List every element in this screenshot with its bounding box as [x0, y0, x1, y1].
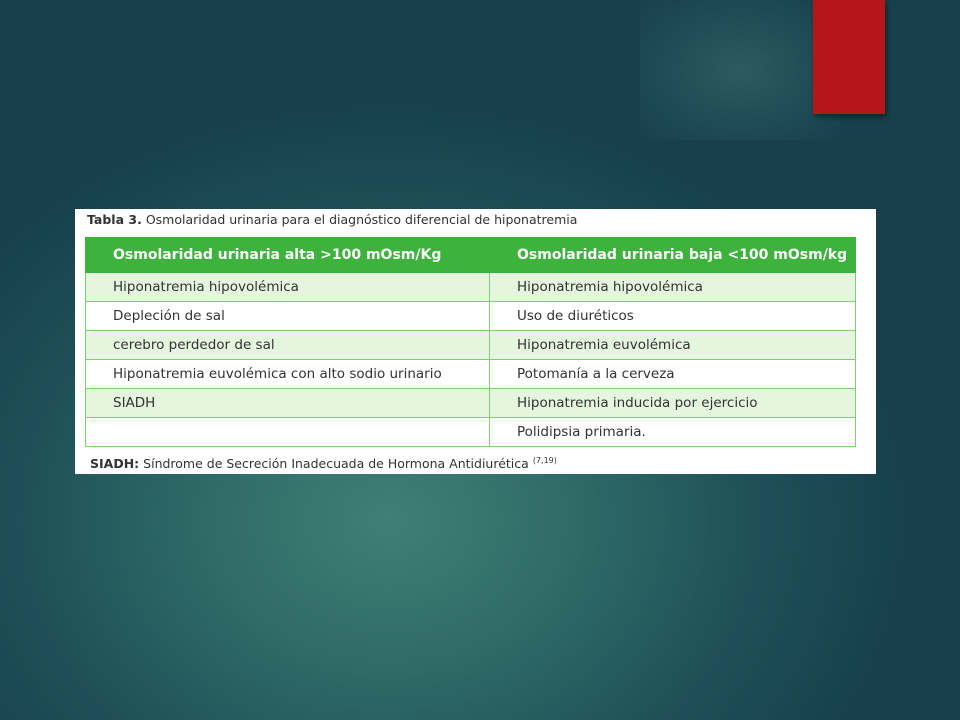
table-row: [86, 273, 856, 302]
table-footnote: [90, 456, 557, 471]
table-row: [86, 360, 856, 389]
table-cell: Potomanía a la cerveza: [490, 360, 856, 389]
table-cell: [86, 418, 490, 447]
table-cell: Polidipsia primaria.: [490, 418, 856, 447]
table-row: [86, 418, 856, 447]
osmolarity-table: [85, 237, 856, 447]
footnote-text: Síndrome de Secreción Inadecuada de Hormona Antidiurética: [143, 456, 529, 472]
background-glow: [640, 0, 840, 140]
footnote-label: SIADH:: [90, 456, 140, 472]
table-cell: Hiponatremia hipovolémica: [86, 273, 490, 302]
table-cell: Hiponatremia inducida por ejercicio: [490, 389, 856, 418]
table-row: [86, 302, 856, 331]
table-header-row: [86, 238, 856, 273]
table-row: [86, 331, 856, 360]
table-image: [75, 209, 876, 474]
header-high-osmolarity: Osmolaridad urinaria alta >100 mOsm/Kg: [86, 238, 490, 273]
header-low-osmolarity: Osmolaridad urinaria baja <100 mOsm/kg: [490, 238, 856, 273]
table-cell: Hiponatremia hipovolémica: [490, 273, 856, 302]
table-caption: [87, 212, 577, 227]
table-cell: Uso de diuréticos: [490, 302, 856, 331]
table-cell: Hiponatremia euvolémica con alto sodio urinario: [86, 360, 490, 389]
table-cell: SIADH: [86, 389, 490, 418]
table-cell: Depleción de sal: [86, 302, 490, 331]
red-accent-tab: [813, 0, 885, 114]
table-row: [86, 389, 856, 418]
table-cell: Hiponatremia euvolémica: [490, 331, 856, 360]
caption-label: Tabla 3.: [87, 212, 142, 227]
caption-text: Osmolaridad urinaria para el diagnóstico diferencial de hiponatremia: [145, 212, 578, 227]
table-cell: cerebro perdedor de sal: [86, 331, 490, 360]
footnote-reference: (7,19): [532, 456, 557, 465]
